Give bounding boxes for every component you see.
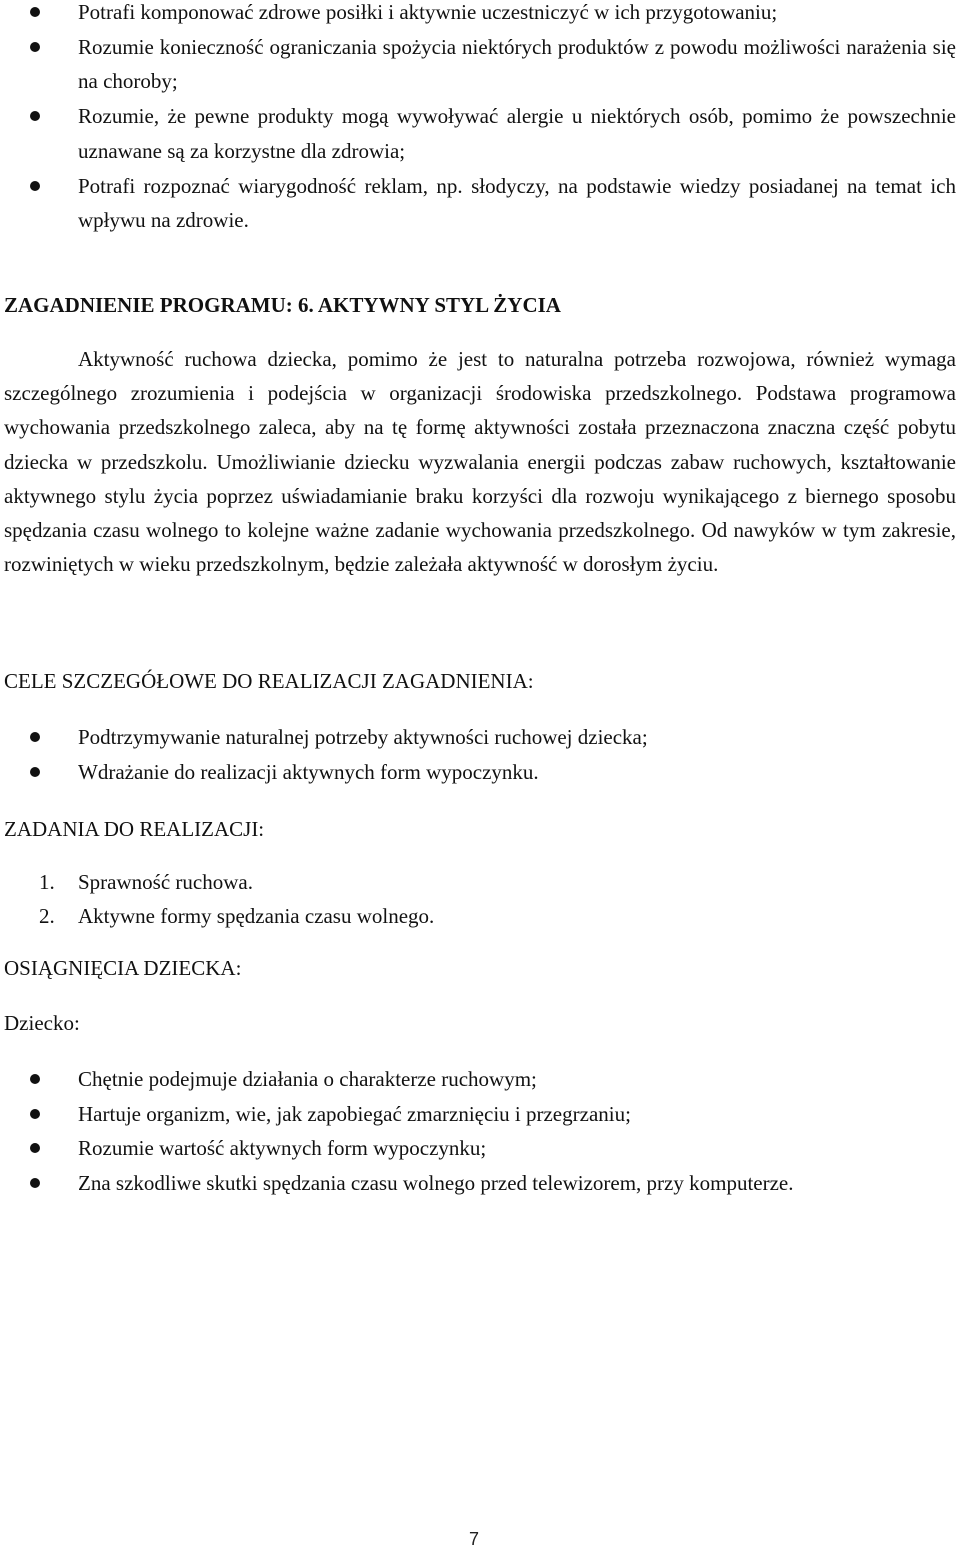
bullet-icon [30, 181, 40, 191]
list-item-text: Wdrażanie do realizacji aktywnych form wypoczynku. [78, 759, 539, 784]
list-item-text: Rozumie, że pewne produkty mogą wywoływać alergie u niektórych osób, pomimo że powszechnie uznawane są za korzystne dla zdrowia; [78, 104, 956, 163]
list-item [0, 1062, 960, 1097]
page-number: 7 [469, 1529, 480, 1549]
list-item-text: Rozumie wartość aktywnych form wypoczynku; [78, 1136, 487, 1161]
section-heading: ZAGADNIENIE PROGRAMU: 6. AKTYWNY STYL ŻYCIA [4, 293, 561, 317]
list-item [0, 1166, 960, 1201]
bullet-icon [30, 111, 40, 121]
item-number: 2. [39, 904, 55, 928]
list-item [0, 30, 960, 99]
list-item [0, 169, 960, 238]
list-item-text: Sprawność ruchowa. [78, 870, 253, 894]
bullet-icon [30, 42, 40, 52]
list-item-text: Zna szkodliwe skutki spędzania czasu wolnego przed telewizorem, przy komputerze. [78, 1171, 794, 1196]
list-item-text: Chętnie podejmuje działania o charakterze ruchowym; [78, 1067, 537, 1091]
list-item-text: Hartuje organizm, wie, jak zapobiegać zmarznięciu i przegrzaniu; [78, 1101, 631, 1126]
bullet-icon [30, 1109, 40, 1119]
intro-paragraph: Aktywność ruchowa dziecka, pomimo że jest to naturalna potrzeba rozwojowa, również wymaga szczególnego zrozumienia i podejścia w organizacji środowiska przedszkolnego. Podstawa programowa wychowania przedszkolnego zaleca, aby na tę formę aktywności została przeznaczona znaczna część pobytu dziecka w przedszkolu. Umożliwianie dziecku wyzwalania energii podczas zabaw ruchowych, kształtowanie aktywnego stylu życia poprzez uświadamianie braku korzyści dla rozwoju wynikającego z biernego sposobu spędzania czasu wolnego to kolejne ważne zadanie wychowania przedszkolnego. Od nawyków w tym zakresie, rozwiniętych w wieku przedszkolnym, będzie zależała aktywność w dorosłym życiu. [4, 347, 956, 577]
child-label: Dziecko: [4, 1011, 80, 1035]
list-item [0, 899, 960, 933]
skills-list [0, 0, 960, 238]
list-item-text: Aktywne formy spędzania czasu wolnego. [78, 904, 435, 928]
list-item [0, 0, 960, 30]
bullet-icon [30, 7, 40, 17]
list-item [0, 865, 960, 899]
list-item [0, 755, 960, 790]
item-number: 1. [39, 870, 55, 894]
list-item [0, 99, 960, 168]
bullet-icon [30, 1178, 40, 1188]
list-item [0, 1131, 960, 1166]
bullet-icon [30, 732, 40, 742]
goals-heading: CELE SZCZEGÓŁOWE DO REALIZACJI ZAGADNIENIA: [4, 669, 534, 693]
tasks-heading: ZADANIA DO REALIZACJI: [4, 817, 265, 841]
achievements-list [0, 1062, 960, 1201]
list-item [0, 720, 960, 755]
list-item-text: Rozumie konieczność ograniczania spożycia niektórych produktów z powodu możliwości narażenia się na choroby; [78, 34, 956, 94]
list-item-text: Potrafi komponować zdrowe posiłki i aktywnie uczestniczyć w ich przygotowaniu; [78, 0, 778, 24]
bullet-icon [30, 767, 40, 777]
tasks-list [0, 865, 960, 933]
bullet-icon [30, 1143, 40, 1153]
list-item [0, 1097, 960, 1132]
list-item-text: Podtrzymywanie naturalnej potrzeby aktywności ruchowej dziecka; [78, 725, 648, 749]
goals-list [0, 720, 960, 789]
achievements-heading: OSIĄGNIĘCIA DZIECKA: [4, 956, 242, 980]
list-item-text: Potrafi rozpoznać wiarygodność reklam, np. słodyczy, na podstawie wiedzy posiadanej na temat ich wpływu na zdrowie. [78, 173, 956, 233]
bullet-icon [30, 1074, 40, 1084]
